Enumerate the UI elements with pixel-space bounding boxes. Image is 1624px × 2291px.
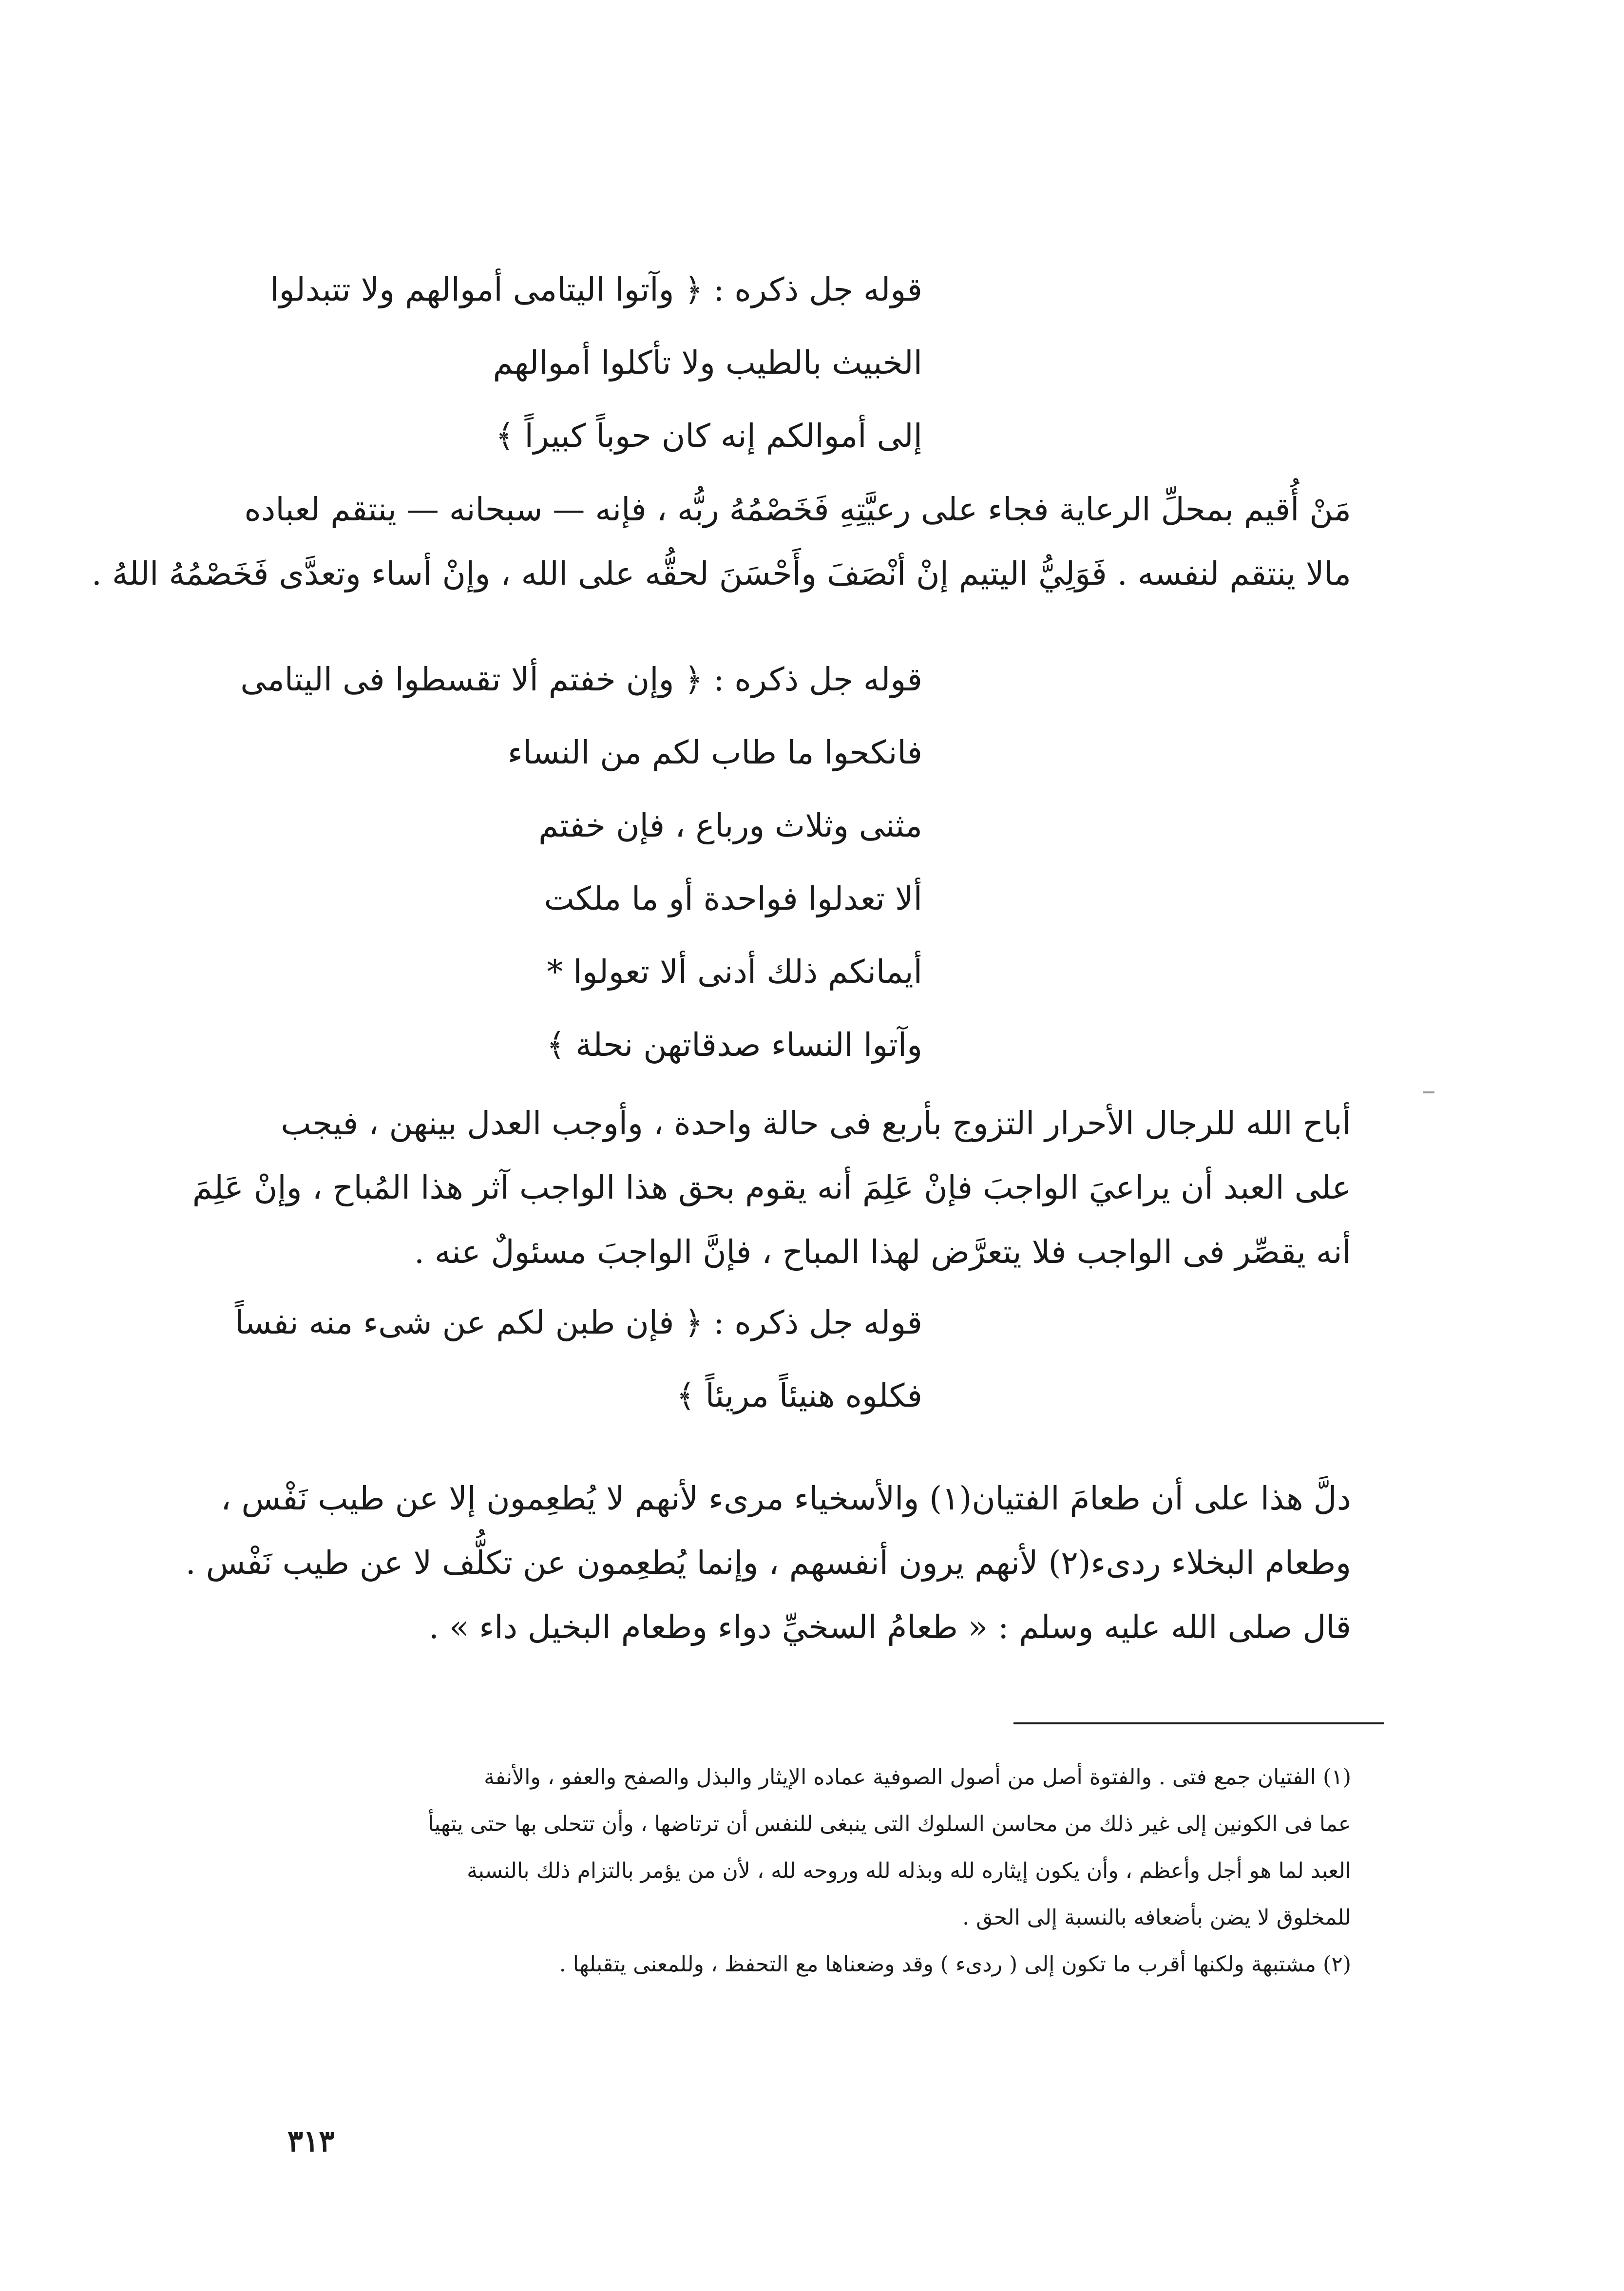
quran-verse-block bbox=[191, 1286, 922, 1432]
verse-line: قوله جل ذكره : ﴿ وآتوا اليتامى أموالهم ولا تتبدلوا bbox=[270, 271, 922, 308]
paragraph-line: على العبد أن يراعيَ الواجبَ فإنْ عَلِمَ أنه يقوم بحق هذا الواجب آثر هذا المُباح ، وإنْ عَلِمَ bbox=[192, 1169, 1351, 1206]
quran-verse-block bbox=[191, 253, 922, 473]
quran-verse-block bbox=[191, 643, 922, 1082]
footnote-divider bbox=[1013, 1722, 1384, 1724]
verse-line: الخبيث بالطيب ولا تأكلوا أموالهم bbox=[493, 344, 922, 382]
footnote-line: (١) الفتيان جمع فتى . والفتوة أصل من أصول الصوفية عماده الإيثار والبذل والصفح والعفو ، والأنفة bbox=[484, 1765, 1351, 1790]
commentary-paragraph bbox=[91, 477, 1351, 606]
commentary-paragraph bbox=[185, 1467, 1351, 1660]
paragraph-line: دلَّ هذا على أن طعامَ الفتيان(١) والأسخياء مرىء لأنهم لا يُطعِمون إلا عن طيب نَفْس ، bbox=[221, 1480, 1351, 1517]
paragraph-line: وطعام البخلاء ردىء(٢) لأنهم يرون أنفسهم ، وإنما يُطعِمون عن تكلُّف لا عن طيب نَفْس . bbox=[185, 1544, 1351, 1582]
verse-line: فانكحوا ما طاب لكم من النساء bbox=[507, 734, 922, 771]
footnote-line: العبد لما هو أجل وأعظم ، وأن يكون إيثاره لله وبذله لله وروحه لله ، لأن من يؤمر بالتزام ذلك بالنسبة bbox=[467, 1858, 1351, 1883]
footnotes bbox=[206, 1754, 1351, 1988]
paragraph-line: أباح الله للرجال الأحرار التزوج بأربع فى حالة واحدة ، وأوجب العدل بينهن ، فيجب bbox=[281, 1105, 1351, 1142]
verse-line: وآتوا النساء صدقاتهن نحلة ﴾ bbox=[546, 1026, 922, 1064]
footnote-line: (٢) مشتبهة ولكنها أقرب ما تكون إلى ( ردىء ) وقد وضعناها مع التحفظ ، وللمعنى يتقبلها . bbox=[559, 1952, 1351, 1977]
paragraph-line: أنه يقصِّر فى الواجب فلا يتعرَّض لهذا المباح ، فإنَّ الواجبَ مسئولٌ عنه . bbox=[414, 1233, 1351, 1271]
verse-line: فكلوه هنيئاً مريئاً ﴾ bbox=[676, 1377, 922, 1414]
paragraph-line: مالا ينتقم لنفسه . فَوَلِيُّ اليتيم إنْ أنْصَفَ وأَحْسَنَ لحقُّه على الله ، وإنْ أساء وتعدَّى فَخَصْمُهُ اللهُ . bbox=[91, 555, 1351, 592]
paragraph-line: مَنْ أُقيم بمحلِّ الرعاية فجاء على رعيَّتِهِ فَخَصْمُهُ ربُّه ، فإنه — سبحانه — ينتقم لعباده bbox=[244, 491, 1351, 528]
verse-line: مثنى وثلاث ورباع ، فإن خفتم bbox=[538, 807, 922, 844]
verse-line: أيمانكم ذلك أدنى ألا تعولوا * bbox=[547, 953, 922, 991]
verse-line: إلى أموالكم إنه كان حوباً كبيراً ﴾ bbox=[495, 417, 922, 455]
verse-line: قوله جل ذكره : ﴿ وإن خفتم ألا تقسطوا فى اليتامى bbox=[240, 661, 922, 698]
page-number: ٣١٣ bbox=[287, 2124, 335, 2158]
commentary-paragraph bbox=[192, 1091, 1351, 1284]
verse-line: قوله جل ذكره : ﴿ فإن طبن لكم عن شىء منه نفساً bbox=[234, 1304, 922, 1341]
footnote-line: عما فى الكونين إلى غير ذلك من محاسن السلوك التى ينبغى للنفس أن ترتاضها ، وأن تتحلى بها حتى يتهيأ bbox=[428, 1812, 1351, 1836]
verse-line: ألا تعدلوا فواحدة أو ما ملكت bbox=[544, 880, 922, 917]
scan-artifact bbox=[1423, 1091, 1434, 1093]
paragraph-line: قال صلى الله عليه وسلم : « طعامُ السخيِّ دواء وطعام البخيل داء » . bbox=[428, 1608, 1351, 1646]
footnote-line: للمخلوق لا يضن بأضعافه بالنسبة إلى الحق . bbox=[962, 1905, 1351, 1930]
